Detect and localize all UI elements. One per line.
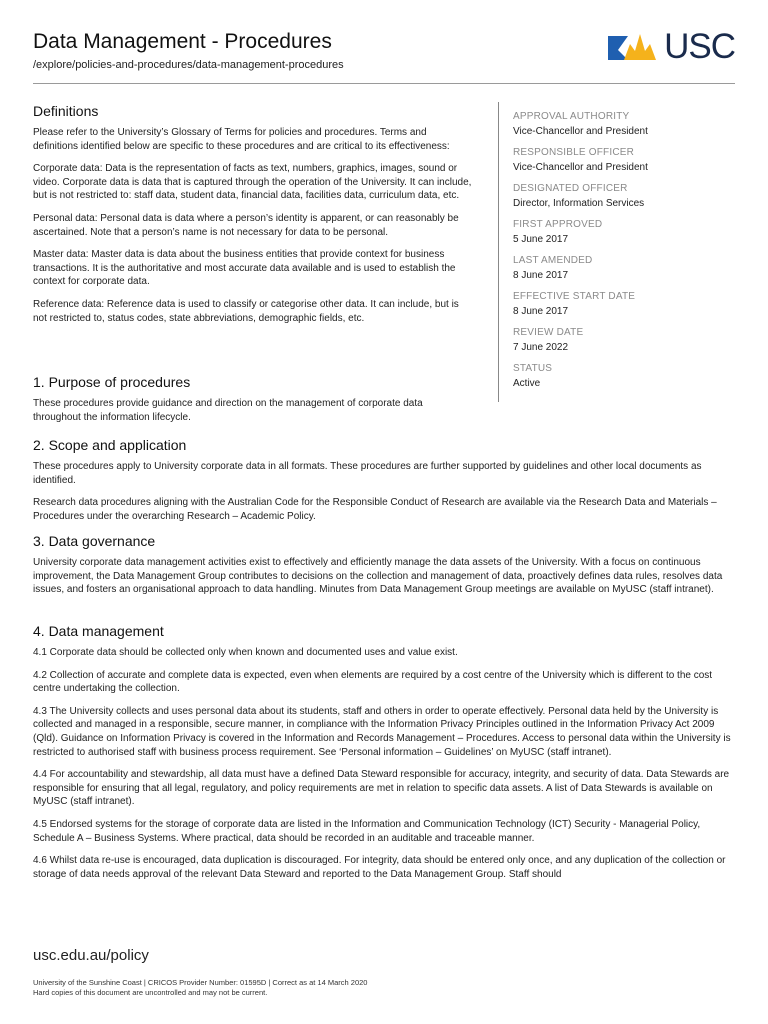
metadata-value: Vice-Chancellor and President [513,162,648,173]
metadata-label: DESIGNATED OFFICER [513,183,628,194]
metadata-item-designated-officer [513,182,736,210]
data-management-paragraph: 4.4 For accountability and stewardship, all data must have a defined Data Steward responsible for accuracy, integrity, and security of data. Data Stewards are responsible for ensuring that all legal, regulatory, and policy requirements are met in relation to specific data assets. A list of Data Stewards is available on MyUSC (staff intranet). [33,769,730,808]
definitions-paragraph: Please refer to the University’s Glossary of Terms for policies and procedures. Terms and definitions identified below are specific to these procedures and are critical to its effectiveness: [33,127,450,152]
metadata-label: EFFECTIVE START DATE [513,291,636,302]
uncontrolled-copy-notice: Hard copies of this document are uncontrolled and may not be current. [33,988,268,997]
metadata-value: 5 June 2017 [513,234,569,245]
purpose-section [33,373,473,433]
scope-heading: 2. Scope and application [33,437,187,453]
policy-metadata-panel [498,102,736,402]
scope-paragraph: These procedures apply to University corporate data in all formats. These procedures are further supported by guidelines and other local documents as identified. [33,461,702,486]
footer-note [33,978,367,998]
scope-section [33,436,735,532]
metadata-value: Vice-Chancellor and President [513,126,648,137]
usc-logo[interactable] [608,27,735,66]
governance-section [33,532,735,606]
metadata-label: RESPONSIBLE OFFICER [513,147,635,158]
metadata-item-status [513,362,736,390]
metadata-value: Active [513,378,541,389]
metadata-value: Director, Information Services [513,198,645,209]
logo-wordmark: USC [664,27,735,66]
sunshine-mark-icon [608,30,662,64]
metadata-item-review-date [513,326,736,354]
metadata-value: 8 June 2017 [513,270,569,281]
policy-url-link[interactable]: usc.edu.au/policy [33,947,149,964]
page-title: Data Management - Procedures [33,30,332,53]
metadata-label: APPROVAL AUTHORITY [513,111,630,122]
metadata-value: 7 June 2022 [513,342,569,353]
purpose-paragraph: These procedures provide guidance and direction on the management of corporate data throughout the information lifecycle. [33,398,423,423]
document-header [33,27,735,84]
definitions-heading: Definitions [33,103,99,119]
metadata-item-responsible-officer [513,146,736,174]
definitions-paragraph: Master data: Master data is data about the business entities that provide context for business transactions. It is the authoritative and most accurate data available and is used to establish the context for corporate data. [33,249,456,288]
governance-paragraph: University corporate data management activities exist to effectively and efficiently manage the data assets of the University. With a focus on continuous improvement, the Data Management Group contributes to decisions on the collection and management of data, proactively defines data rules, resolves data issues, and fosters an organisational approach to data handling. Minutes from Data Management Group meetings are available on MyUSC (staff intranet). [33,557,723,596]
data-management-paragraph: 4.3 The University collects and uses personal data about its students, staff and others in order to operate effectively. Personal data held by the University is collected and managed in a responsible, secure manner, in compliance with the Information Privacy Principles outlined in the Information Privacy Act 2009 (Qld). Guidance on Information Privacy is covered in the Information and Records Management – Procedures. Access to personal data within the University is restricted to authorised staff with business process requirement. See ‘Personal information – Guidelines’ on MyUSC (staff intranet). [33,705,731,758]
definitions-section [33,102,473,334]
definitions-paragraph: Corporate data: Data is the representation of facts as text, numbers, graphics, images, sound or video. Corporate data is data that is captured through the operation of the University. It can include, but is not restricted to: staff data, student data, financial data, facilities data, curriculum data, etc. [33,163,472,202]
cricos-line: University of the Sunshine Coast | CRICOS Provider Number: 01595D | Correct as at 14 March 2020 [33,978,368,987]
scope-paragraph: Research data procedures aligning with the Australian Code for the Responsible Conduct of Research are available via the Research Data and Materials – Procedures under the overarching Research – Academic Policy. [33,497,717,522]
definitions-paragraph: Personal data: Personal data is data where a person’s identity is apparent, or can reasonably be ascertained. Note that a person’s name is not necessary for data to be personal. [33,212,459,238]
data-management-paragraph: 4.5 Endorsed systems for the storage of corporate data are listed in the Information and Communication Technology (ICT) Security - Managerial Policy, Schedule A – Business Systems. Where practical, data should be recorded in an auditable and traceable manner. [33,818,701,844]
data-management-heading: 4. Data management [33,623,164,639]
metadata-item-approval-authority [513,110,736,138]
definitions-paragraph: Reference data: Reference data is used to classify or categorise other data. It can include, but is not restricted to, status codes, state abbreviations, demographic fields, etc. [33,298,459,324]
data-management-paragraph: 4.6 Whilst data re-use is encouraged, data duplication is discouraged. For integrity, data should be entered only once, and any duplication of the collection or storage of data needs approval of the relevant Data Steward and reported to the Data Management Group. Staff should [33,855,726,880]
metadata-item-first-approved [513,218,736,246]
data-management-paragraph: 4.2 Collection of accurate and complete data is expected, even when elements are required by a cost centre of the University which is different to the cost centre undertaking the collection. [33,669,713,695]
data-management-section [33,622,735,890]
metadata-value: 8 June 2017 [513,306,569,317]
metadata-label: REVIEW DATE [513,327,584,338]
governance-heading: 3. Data governance [33,533,156,549]
metadata-item-last-amended [513,254,736,282]
data-management-paragraph: 4.1 Corporate data should be collected only when known and documented uses and value exist. [33,647,458,658]
metadata-item-effective-start-date [513,290,736,318]
metadata-label: FIRST APPROVED [513,219,603,230]
metadata-label: STATUS [513,363,553,374]
document-path[interactable]: /explore/policies-and-procedures/data-management-procedures [33,59,344,71]
header-divider [33,83,735,84]
metadata-label: LAST AMENDED [513,255,593,266]
purpose-heading: 1. Purpose of procedures [33,374,191,390]
